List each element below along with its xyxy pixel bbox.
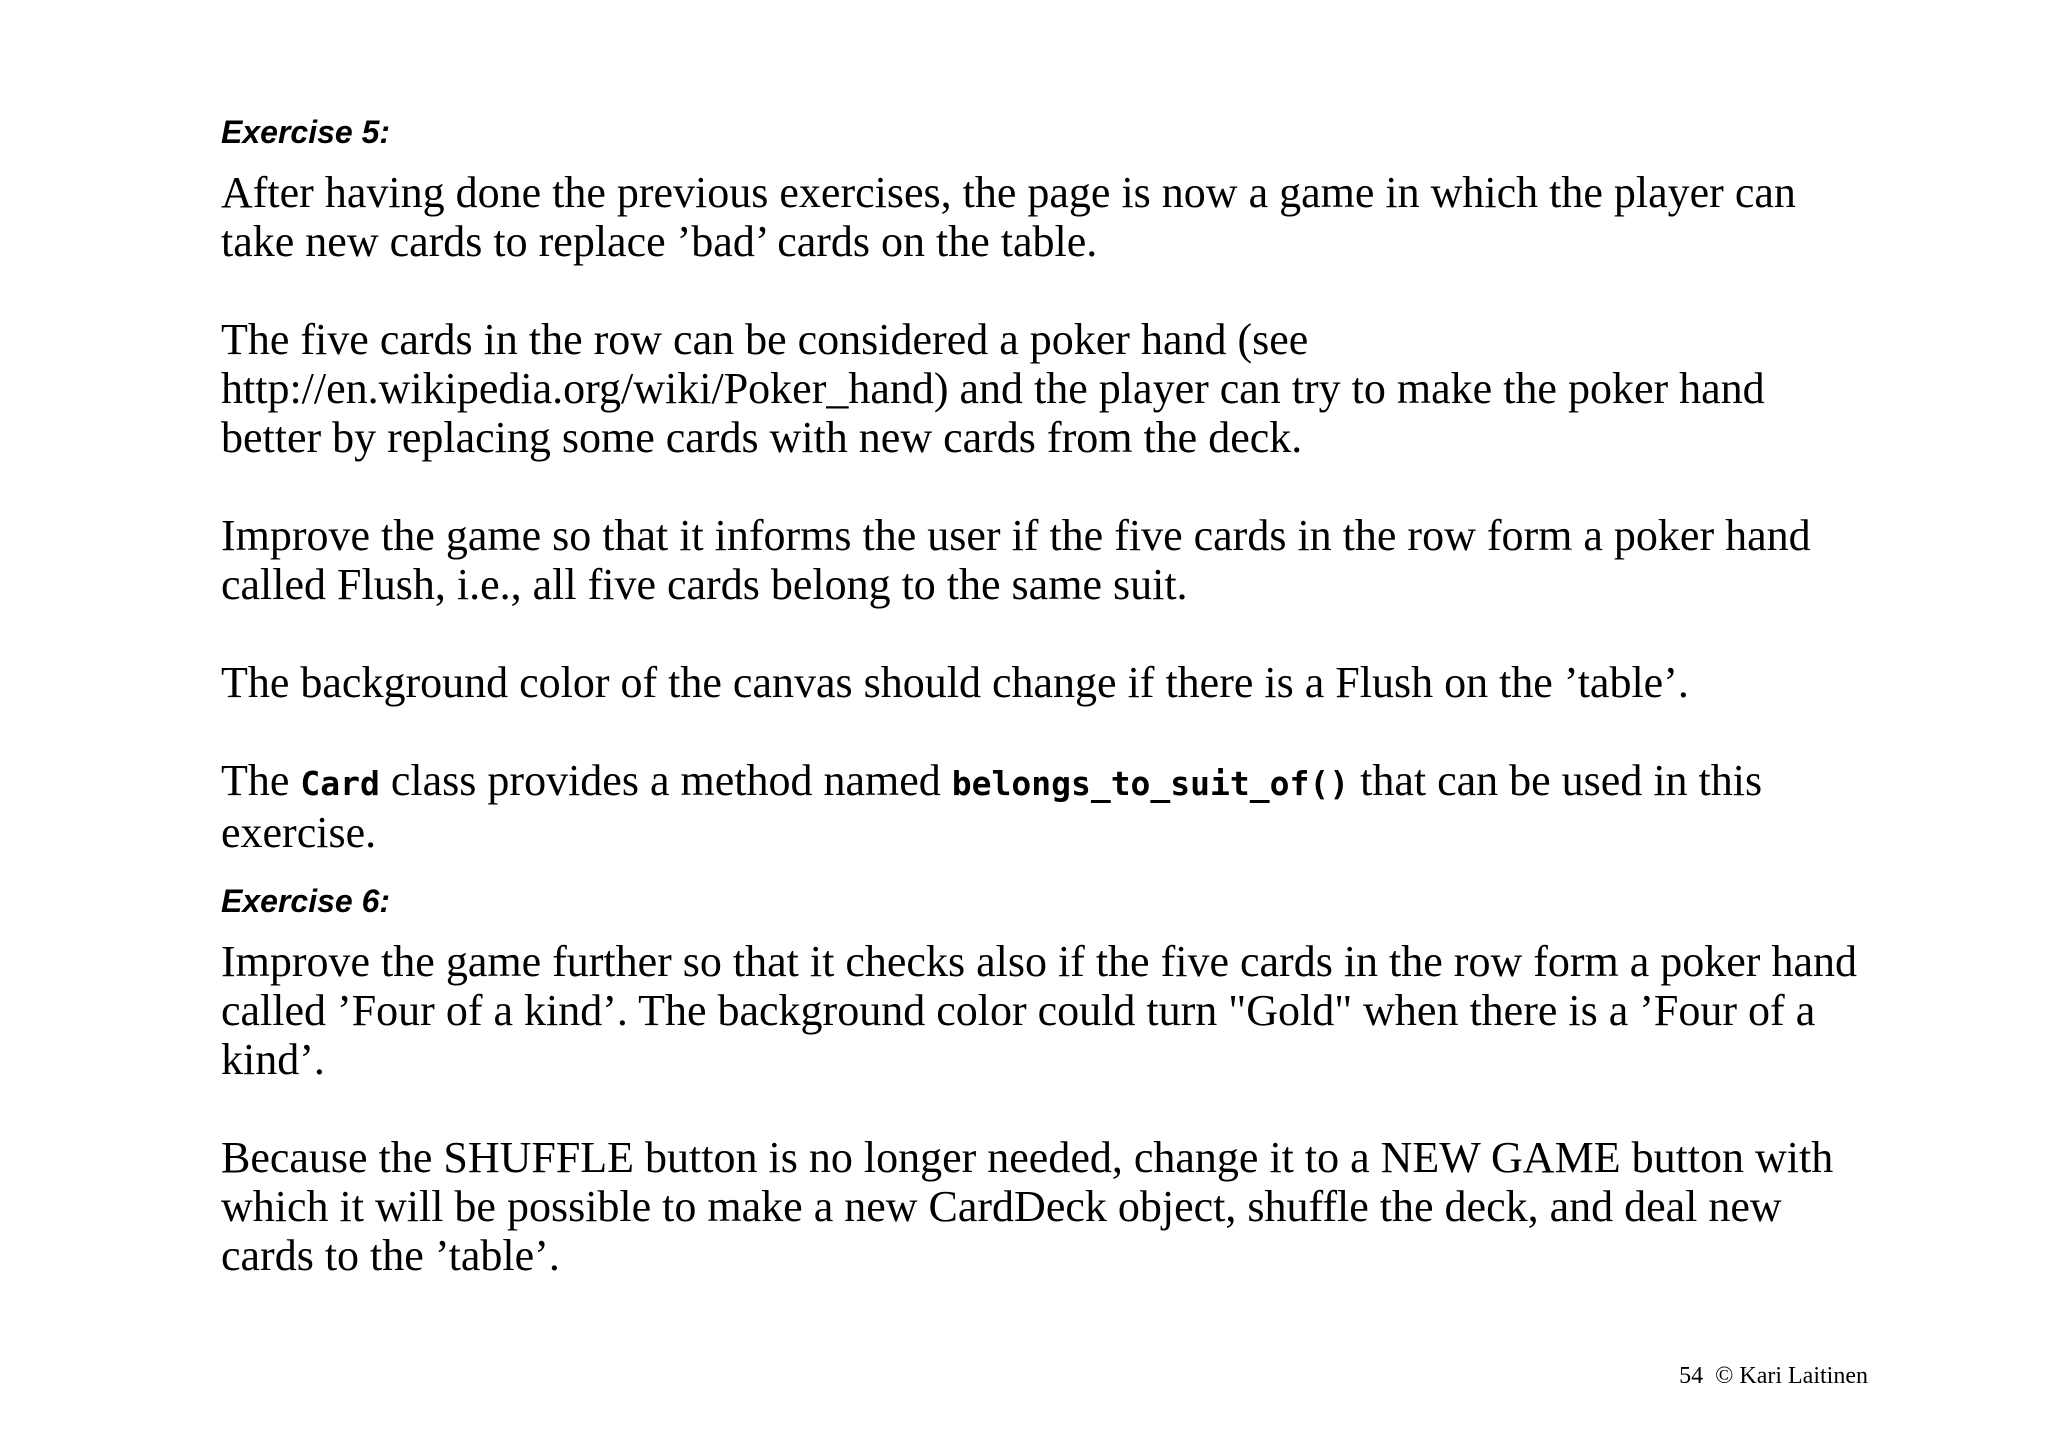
card-class-code: Card bbox=[300, 764, 380, 803]
exercise-6-paragraph-1: Improve the game further so that it checks also if the five cards in the row form a poker hand called ’Four of a kind’. The background color could turn "Gold" when there is a ’Four of a kind’. bbox=[221, 937, 1857, 1084]
page-number: 54 bbox=[1679, 1363, 1704, 1389]
exercise-5-paragraph-5 bbox=[221, 756, 1821, 857]
paragraph-text: that can be used in this exercise. bbox=[221, 756, 1763, 857]
exercise-5-paragraph-1: After having done the previous exercises, the page is now a game in which the player can take new cards to replace ’bad’ cards on the table. bbox=[221, 168, 1796, 266]
paragraph-text: The bbox=[221, 756, 301, 805]
copyright-notice: © Kari Laitinen bbox=[1715, 1363, 1868, 1389]
exercise-5-paragraph-2: The five cards in the row can be considered a poker hand (see http://en.wikipedia.org/wiki/Poker_hand) and the player can try to make the poker hand better by replacing some cards with new cards from the deck. bbox=[221, 315, 1765, 462]
exercise-6-paragraph-2: Because the SHUFFLE button is no longer needed, change it to a NEW GAME button with which it will be possible to make a new CardDeck object, shuffle the deck, and deal new cards to the ’table’. bbox=[221, 1133, 1834, 1280]
belongs-to-suit-of-method-code: belongs_to_suit_of() bbox=[951, 764, 1350, 803]
exercise-5-heading: Exercise 5: bbox=[221, 114, 391, 150]
exercise-5-paragraph-4: The background color of the canvas should change if there is a Flush on the ’table’. bbox=[221, 658, 1689, 707]
page-content bbox=[221, 112, 1881, 1280]
page-footer bbox=[1679, 1361, 1868, 1391]
exercise-6-heading: Exercise 6: bbox=[221, 883, 391, 919]
paragraph-text: class provides a method named bbox=[379, 756, 952, 805]
exercise-5-paragraph-3: Improve the game so that it informs the user if the five cards in the row form a poker hand called Flush, i.e., all five cards belong to the same suit. bbox=[221, 511, 1811, 609]
